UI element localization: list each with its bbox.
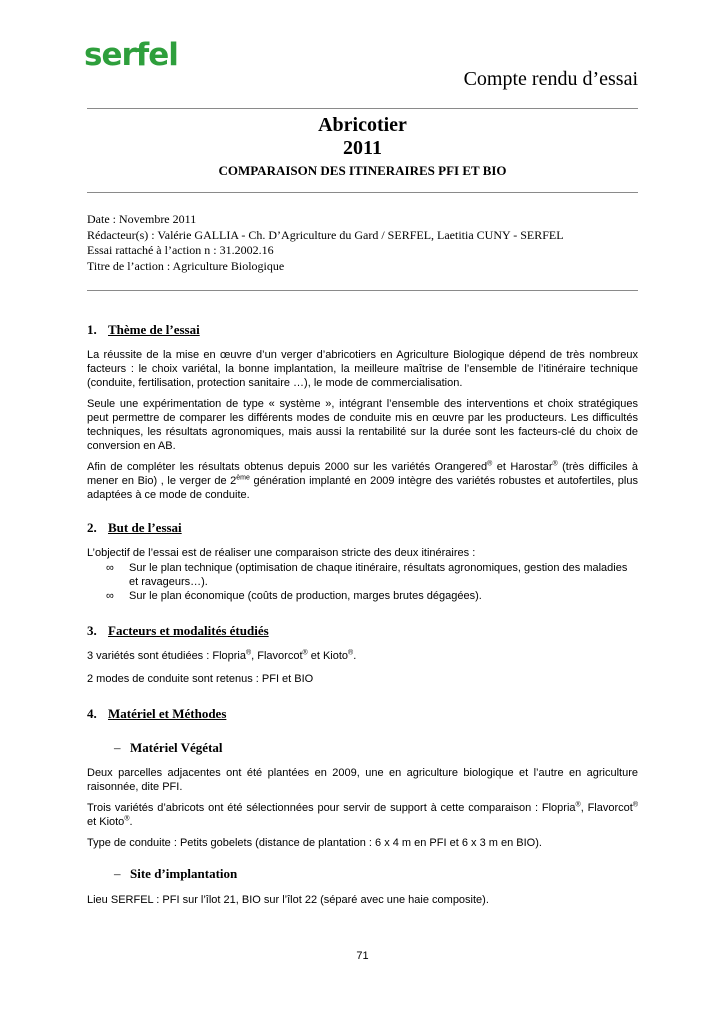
list-item: ∞ Sur le plan économique (coûts de production, marges brutes dégagées). [106,590,482,602]
section-title: Matériel et Méthodes [108,706,227,721]
paragraph: Type de conduite : Petits gobelets (distance de plantation : 6 x 4 m en PFI et 6 x 3 m en BIO). [87,837,542,849]
serfel-logo: serfel [84,37,178,73]
year-title: 2011 [343,137,382,159]
subtitle: COMPARAISON DES ITINERAIRES PFI ET BIO [218,163,507,178]
subsection-site-heading [114,866,237,882]
paragraph: Deux parcelles adjacentes ont été plantées en 2009, une en agriculture biologique et l’autre en agriculture raisonnée, dite PFI. [87,767,638,793]
paragraph: 3 variétés sont étudiées : Flopria®, Flavorcot® et Kioto®. [87,649,357,662]
paragraph: La réussite de la mise en œuvre d’un verger d’abricotiers en Agriculture Biologique dépend de très nombreux facteurs : le choix variétal, la bonne implantation, la meilleure maîtrise de l’ensemble de l’itinéraire technique (conduite, fertilisation, protection sanitaire …), le mode de commercialisation. [87,349,638,389]
dash-bullet: – [114,740,121,755]
paragraph: Trois variétés d’abricots ont été sélectionnées pour servir de support à cette comparaison : Flopria®, Flavorcot® et Kioto®. [87,801,638,828]
section-title: But de l’essai [108,520,182,535]
section-2-heading [87,520,182,536]
infinity-bullet-icon: ∞ [106,562,114,574]
paragraph: Lieu SERFEL : PFI sur l’îlot 21, BIO sur l’îlot 22 (séparé avec une haie composite). [87,894,489,906]
infinity-bullet-icon: ∞ [106,590,114,602]
paragraph: Seule une expérimentation de type « système », intégrant l’ensemble des interventions et choix stratégiques peut permettre de comparer les différents modes de conduite mis en œuvre par les producteurs. Les difficultés techniques, les résultats agronomiques, mais aussi la rentabilité sur la durée sont les facteurs-clé du choix de conversion en AB. [87,398,638,452]
subsection-title: Matériel Végétal [130,740,223,755]
section-number: 4. [87,706,97,721]
page-number: 71 [356,950,369,962]
list-item: ∞ Sur le plan technique (optimisation de chaque itinéraire, résultats agronomiques, gestion des maladies et ravageurs…). [106,562,628,588]
section-2-list [87,561,638,603]
title-block [87,114,638,180]
meta-action-number: Essai rattaché à l’action n : 31.2002.16 [87,243,274,257]
document-type-title: Compte rendu d’essai [463,68,638,90]
paragraph: Afin de compléter les résultats obtenus depuis 2000 sur les variétés Orangered® et Harostar® (très difficiles à mener en Bio) , le verger de 2ème génération implanté en 2009 intègre des variétés robustes et autofertiles, plus adaptées à ce mode de conduite. [87,460,638,501]
section-number: 1. [87,322,97,337]
subsection-vegetal-body [87,766,638,850]
section-4-heading [87,706,226,722]
top-rule [87,108,638,109]
meta-date: Date : Novembre 2011 [87,212,197,226]
subsection-vegetal-heading [114,740,223,756]
subsection-site-body [87,893,638,907]
crop-title: Abricotier [318,114,407,136]
section-3-body [87,649,638,686]
section-1-body [87,348,638,502]
title-bottom-rule [87,192,638,193]
meta-bottom-rule [87,290,638,291]
section-number: 3. [87,623,97,638]
metadata-block [87,212,564,274]
section-2-intro: L’objectif de l’essai est de réaliser une comparaison stricte des deux itinéraires : [87,547,476,559]
section-title: Thème de l’essai [108,322,200,337]
dash-bullet: – [114,866,121,881]
section-1-heading [87,322,200,338]
meta-action-title: Titre de l’action : Agriculture Biologique [87,258,285,273]
section-number: 2. [87,520,97,535]
section-3-heading [87,623,269,639]
section-title: Facteurs et modalités étudiés [108,623,269,638]
meta-authors: Rédacteur(s) : Valérie GALLIA - Ch. D’Agriculture du Gard / SERFEL, Laetitia CUNY - SERFEL [87,227,564,242]
paragraph: 2 modes de conduite sont retenus : PFI et BIO [87,673,314,685]
subsection-title: Site d’implantation [130,866,238,881]
